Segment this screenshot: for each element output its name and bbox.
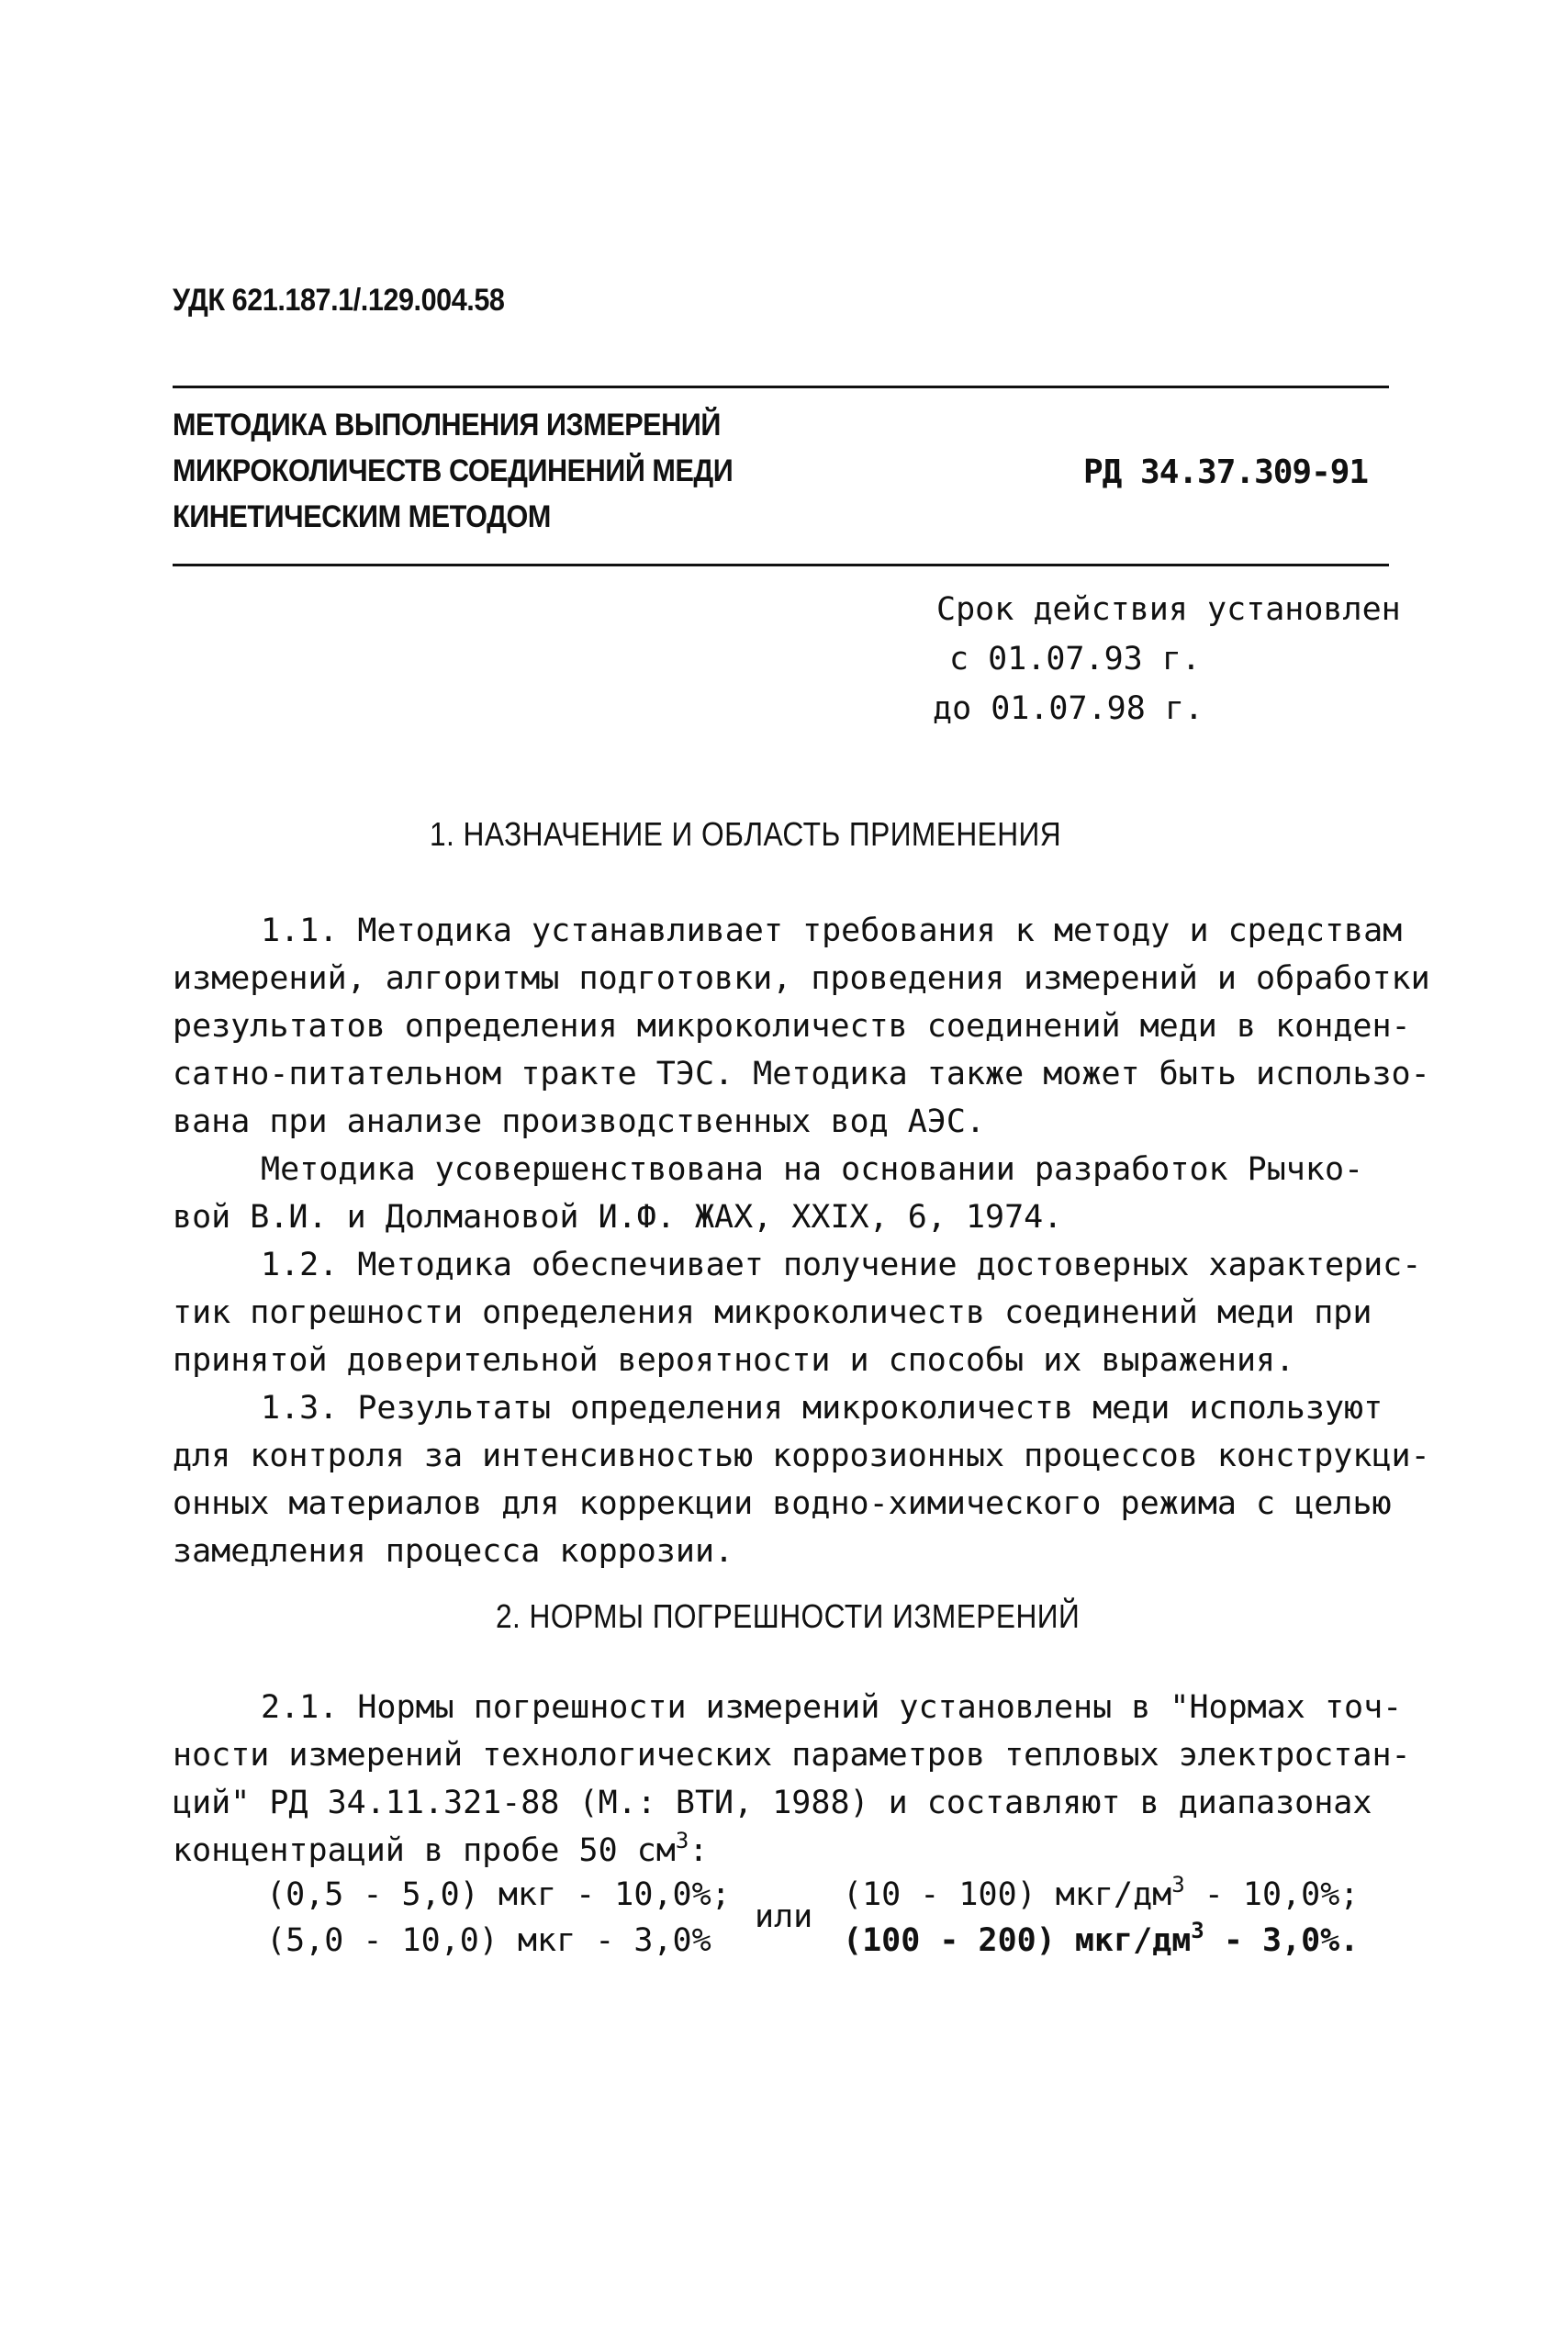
text-line: ности измерений технологических параметров тепловых электростан- — [173, 1737, 1411, 1774]
text-line: измерений, алгоритмы подготовки, проведения измерений и обработки — [173, 960, 1430, 997]
validity-from: с 01.07.93 г. — [949, 641, 1201, 677]
text-line: концентраций в пробе 50 $см^3$: — [173, 1828, 709, 1869]
validity-to: до 01.07.98 г. — [933, 690, 1204, 727]
header-rule-top — [173, 386, 1389, 388]
validity-label: Срок действия установлен — [936, 591, 1401, 628]
text-line: 1.2. Методика обеспечивает получение достоверных характерис- — [261, 1247, 1422, 1283]
text-line: вой В.И. и Долмановой И.Ф. ЖАХ, XXIX, 6, 1974. — [173, 1199, 1063, 1236]
text-line: ций" РД 34.11.321-88 (М.: ВТИ, 1988) и составляют в диапазонах — [173, 1785, 1372, 1821]
text-line: вана при анализе производственных вод АЭС. — [173, 1103, 986, 1140]
norm-range-4: (100 - 200) мкг/$дм^3 - 3,0\%$. — [843, 1918, 1360, 1959]
title-line-2: МИКРОКОЛИЧЕСТВ СОЕДИНЕНИЙ МЕДИ — [173, 453, 734, 488]
text-line: 2.1. Нормы погрешности измерений установлены в "Нормах точ- — [261, 1689, 1403, 1726]
section-2-heading: 2. НОРМЫ ПОГРЕШНОСТИ ИЗМЕРЕНИЙ — [496, 1597, 1081, 1635]
document-number: РД 34.37.309-91 — [1083, 453, 1369, 491]
title-line-3: КИНЕТИЧЕСКИМ МЕТОДОМ — [173, 499, 551, 534]
text-line: Методика усовершенствована на основании разработок Рычко- — [261, 1151, 1364, 1188]
text-line: 1.1. Методика устанавливает требования к методу и средствам — [261, 912, 1403, 949]
text-line: 1.3. Результаты определения микроколичеств меди используют — [261, 1390, 1383, 1427]
text-line: тик погрешности определения микроколичеств соединений меди при — [173, 1294, 1372, 1331]
text-line: принятой доверительной вероятности и способы их выражения. — [173, 1342, 1295, 1379]
paragraph-1-1 — [173, 907, 1430, 1575]
header-rule-bottom — [173, 564, 1389, 566]
paragraph-2-1 — [173, 1684, 1411, 1875]
or-word: или — [755, 1898, 813, 1935]
udk-code: УДК 621.187.1/.129.004.58 — [173, 283, 505, 318]
text-line: результатов определения микроколичеств соединений меди в конден- — [173, 1008, 1411, 1045]
norm-range-2: (5,0 - 10,0) мкг - 3,0% — [266, 1922, 711, 1959]
text-line: сатно-питательном тракте ТЭС. Методика также может быть использо- — [173, 1056, 1430, 1092]
text-line: онных материалов для коррекции водно-химического режима с целью — [173, 1485, 1392, 1522]
text-line: замедления процесса коррозии. — [173, 1533, 734, 1570]
text-line: для контроля за интенсивностью коррозионных процессов конструкци- — [173, 1438, 1430, 1474]
norm-range-1: (0,5 - 5,0) мкг - 10,0%; — [266, 1876, 731, 1913]
title-line-1: МЕТОДИКА ВЫПОЛНЕНИЯ ИЗМЕРЕНИЙ — [173, 408, 721, 442]
section-1-heading: 1. НАЗНАЧЕНИЕ И ОБЛАСТЬ ПРИМЕНЕНИЯ — [430, 815, 1062, 853]
norm-range-3: (10 - 100) мкг/$дм^3 - 10,0\%$; — [843, 1872, 1360, 1913]
